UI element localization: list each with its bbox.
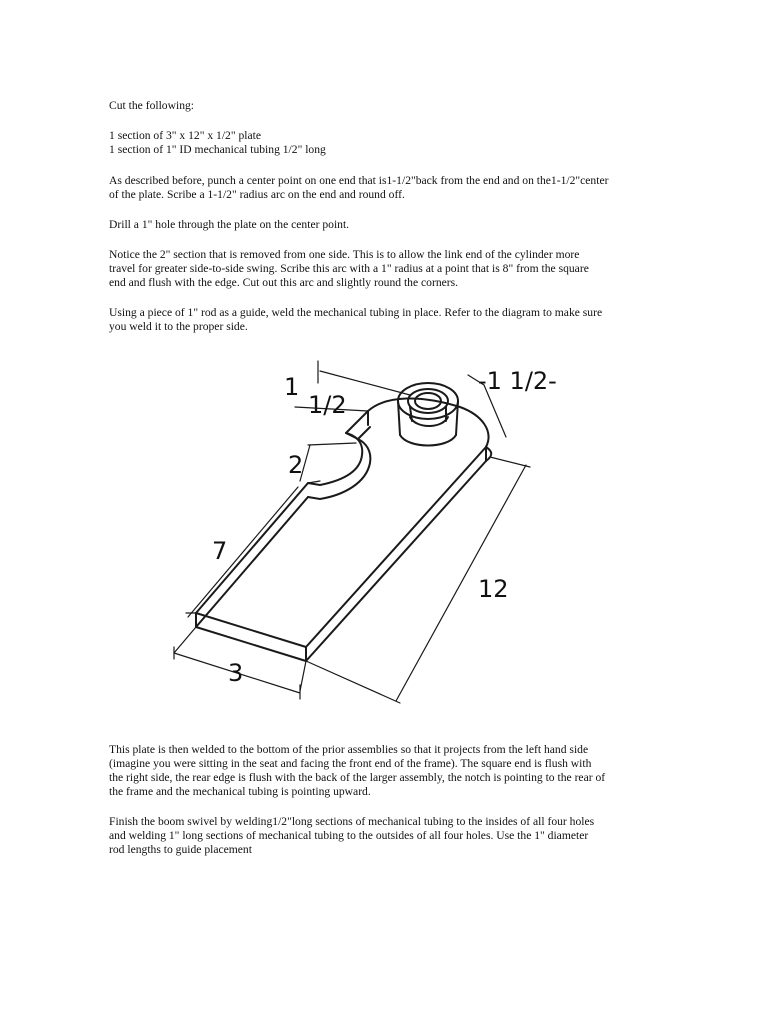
dim-label-side: 7 (212, 537, 228, 565)
paragraph-line: Finish the boom swivel by welding1/2"long sections of mechanical tubing to the insides of all four holes (109, 815, 595, 828)
plate-diagram (160, 355, 557, 715)
paragraph-line: the frame and the mechanical tubing is pointing upward. (109, 785, 371, 798)
cut-list (109, 129, 689, 157)
paragraph-line: This plate is then welded to the bottom of the prior assemblies so that it projects from the left hand side (109, 743, 589, 756)
paragraph-line: Using a piece of 1" rod as a guide, weld the mechanical tubing in place. Refer to the diagram to make sure (109, 306, 603, 319)
paragraph-line: rod lengths to guide placement (109, 843, 252, 856)
dim-label-right-top: -1 1/2- (478, 367, 557, 395)
center-point-paragraph (109, 174, 689, 202)
dim-label-left-top-fraction: 1/2 (308, 391, 347, 419)
paragraph-line: the right side, the rear edge is flush with the back of the larger assembly, the notch is pointing to the rear of (109, 771, 606, 784)
paragraph-line: travel for greater side-to-side swing. Scribe this arc with a 1" radius at a point that is 8" from the square (109, 262, 589, 275)
boom-swivel-paragraph (109, 815, 689, 857)
paragraph-line: end and flush with the edge. Cut out this arc and slightly round the corners. (109, 276, 459, 289)
paragraph-line: of the plate. Scribe a 1-1/2" radius arc on the end and round off. (109, 188, 405, 201)
notch-paragraph (109, 248, 689, 290)
plate-welded-paragraph (109, 743, 689, 799)
drill-paragraph (109, 218, 689, 232)
paragraph-line: As described before, punch a center point on one end that is1-1/2"back from the end and on the1-1/2"center (109, 174, 609, 187)
dim-label-length: 12 (478, 575, 509, 603)
cut-heading (109, 99, 689, 113)
paragraph-line: you weld it to the proper side. (109, 320, 248, 333)
dim-label-left-top-whole: 1 (284, 373, 300, 401)
cut-heading-text: Cut the following: (109, 99, 195, 112)
rounded-end (346, 398, 491, 461)
paragraph-line: Drill a 1" hole through the plate on the center point. (109, 218, 350, 231)
paragraph-line: and welding 1" long sections of mechanical tubing to the outsides of all four holes. Use the 1" diameter (109, 829, 589, 842)
dim-label-width: 3 (228, 659, 244, 687)
paragraph-line: Notice the 2" section that is removed from one side. This is to allow the link end of the cylinder more (109, 248, 580, 261)
dimension-lines (174, 361, 530, 703)
dim-label-notch: 2 (288, 451, 304, 479)
cut-list-item: 1 section of 3" x 12" x 1/2" plate (109, 129, 262, 142)
weld-tubing-paragraph (109, 306, 689, 334)
notch-arc (308, 433, 370, 499)
cut-list-item: 1 section of 1" ID mechanical tubing 1/2" long (109, 143, 326, 156)
paragraph-line: (imagine you were sitting in the seat and facing the front end of the frame). The square end is flush with (109, 757, 592, 770)
mechanical-tubing (398, 383, 458, 446)
